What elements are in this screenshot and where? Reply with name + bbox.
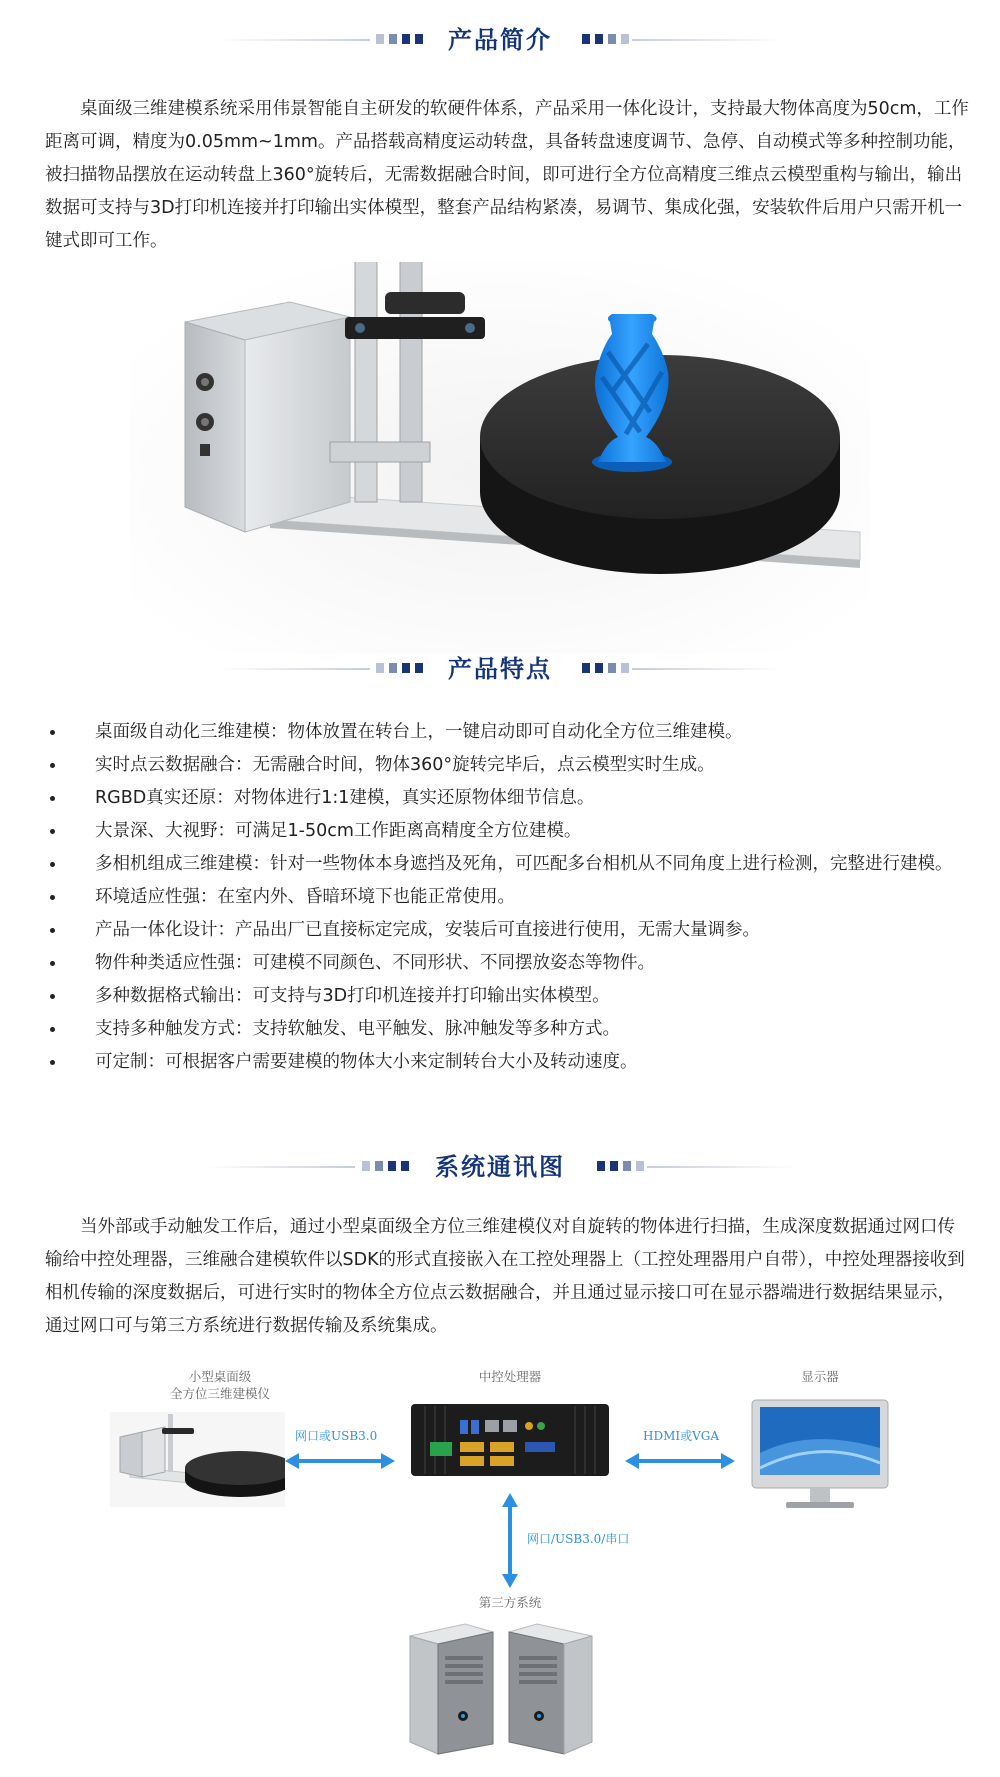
title-dots-left xyxy=(376,34,423,44)
arrow-device-processor xyxy=(285,1450,395,1472)
title-dots-right xyxy=(582,663,629,673)
sensor-box-front xyxy=(185,322,245,532)
feature-item: 实时点云数据融合：无需融合时间，物体360°旋转完毕后，点云模型实时生成。 xyxy=(45,749,955,782)
camera-mount xyxy=(355,262,377,502)
feature-item: RGBD真实还原：对物体进行1:1建模，真实还原物体细节信息。 xyxy=(45,782,955,815)
third-party-label: 第三方系统 xyxy=(478,1595,542,1610)
feature-item: 可定制：可根据客户需要建模的物体大小来定制转台大小及转动速度。 xyxy=(45,1046,955,1079)
feature-item: 桌面级自动化三维建模：物体放置在转台上，一键启动即可自动化全方位三维建模。 xyxy=(45,716,955,749)
camera xyxy=(385,292,465,314)
title-line-right xyxy=(632,39,782,41)
processor-icon xyxy=(405,1398,615,1486)
title-dots-right xyxy=(597,1161,644,1171)
section-title-features xyxy=(0,649,1000,689)
feature-list xyxy=(45,716,955,1079)
link-label-monitor: HDMI或VGA xyxy=(643,1429,720,1443)
feature-item: 环境适应性强：在室内外、昏暗环境下也能正常使用。 xyxy=(45,881,955,914)
title-line-right xyxy=(647,1166,797,1168)
arrow-processor-third-party xyxy=(499,1493,521,1588)
title-line-left xyxy=(205,1166,355,1168)
title-line-left xyxy=(220,39,370,41)
title-line-right xyxy=(632,668,782,670)
feature-item: 支持多种触发方式：支持软触发、电平触发、脉冲触发等多种方式。 xyxy=(45,1013,955,1046)
title-dots-left xyxy=(362,1161,409,1171)
communication-diagram xyxy=(0,1360,1000,1777)
arrow-processor-monitor xyxy=(625,1450,735,1472)
feature-item: 多相机组成三维建模：针对一些物体本身遮挡及死角，可匹配多台相机从不同角度上进行检测，完整进行建模。 xyxy=(45,848,955,881)
device-label xyxy=(130,1368,310,1402)
communication-paragraph: 当外部或手动触发工作后，通过小型桌面级全方位三维建模仪对自旋转的物体进行扫描，生成深度数据通过网口传输给中控处理器，三维融合建模软件以SDK的形式直接嵌入在工控处理器上（工控处理器用户自带），中控处理器接收到相机传输的深度数据后，可进行实时的物体全方位点云数据融合，并且通过显示接口可在显示器端进行数据结果显示，通过网口可与第三方系统进行数据传输及系统集成。 xyxy=(45,1217,965,1336)
intro-paragraph: 桌面级三维建模系统采用伟景智能自主研发的软硬件体系，产品采用一体化设计，支持最大物体高度为50cm，工作距离可调，精度为0.05mm~1mm。产品搭载高精度运动转盘，具备转盘速度调节、急停、自动模式等多种控制功能，被扫描物品摆放在运动转盘上360°旋转后，无需数据融合时间，即可进行全方位高精度三维点云模型重构与输出，输出数据可支持与3D打印机连接并打印输出实体模型，整套产品结构紧凑，易调节、集成化强，安装软件后用户只需开机一键式即可工作。 xyxy=(45,99,969,251)
processor-label: 中控处理器 xyxy=(478,1369,542,1384)
product-image xyxy=(0,262,1000,654)
monitor-label: 显示器 xyxy=(801,1369,839,1384)
link-label-third-party: 网口/USB3.0/串口 xyxy=(527,1532,630,1546)
feature-item: 物件种类适应性强：可建模不同颜色、不同形状、不同摆放姿态等物件。 xyxy=(45,947,955,980)
section-title-communication xyxy=(0,1147,1000,1187)
sensor-box-side xyxy=(245,317,350,532)
section-title-text: 产品简介 xyxy=(448,26,552,54)
device-label-line1: 小型桌面级 xyxy=(188,1369,252,1384)
monitor-icon xyxy=(750,1398,890,1518)
device-label-line2: 全方位三维建模仪 xyxy=(169,1386,270,1401)
section-title-text: 系统通讯图 xyxy=(435,1153,565,1181)
section-title-text: 产品特点 xyxy=(448,655,552,683)
feature-item: 产品一体化设计：产品出厂已直接标定完成，安装后可直接进行使用，无需大量调参。 xyxy=(45,914,955,947)
title-dots-right xyxy=(582,34,629,44)
link-label-device: 网口或USB3.0 xyxy=(295,1429,378,1443)
title-line-left xyxy=(220,668,370,670)
title-dots-left xyxy=(376,663,423,673)
server-icon-left xyxy=(405,1618,495,1758)
section-title-intro xyxy=(0,20,1000,60)
feature-item: 多种数据格式输出：可支持与3D打印机连接并打印输出实体模型。 xyxy=(45,980,955,1013)
scanner-device-icon xyxy=(110,1412,285,1507)
server-icon-right xyxy=(507,1618,597,1758)
feature-item: 大景深、大视野：可满足1-50cm工作距离高精度全方位建模。 xyxy=(45,815,955,848)
